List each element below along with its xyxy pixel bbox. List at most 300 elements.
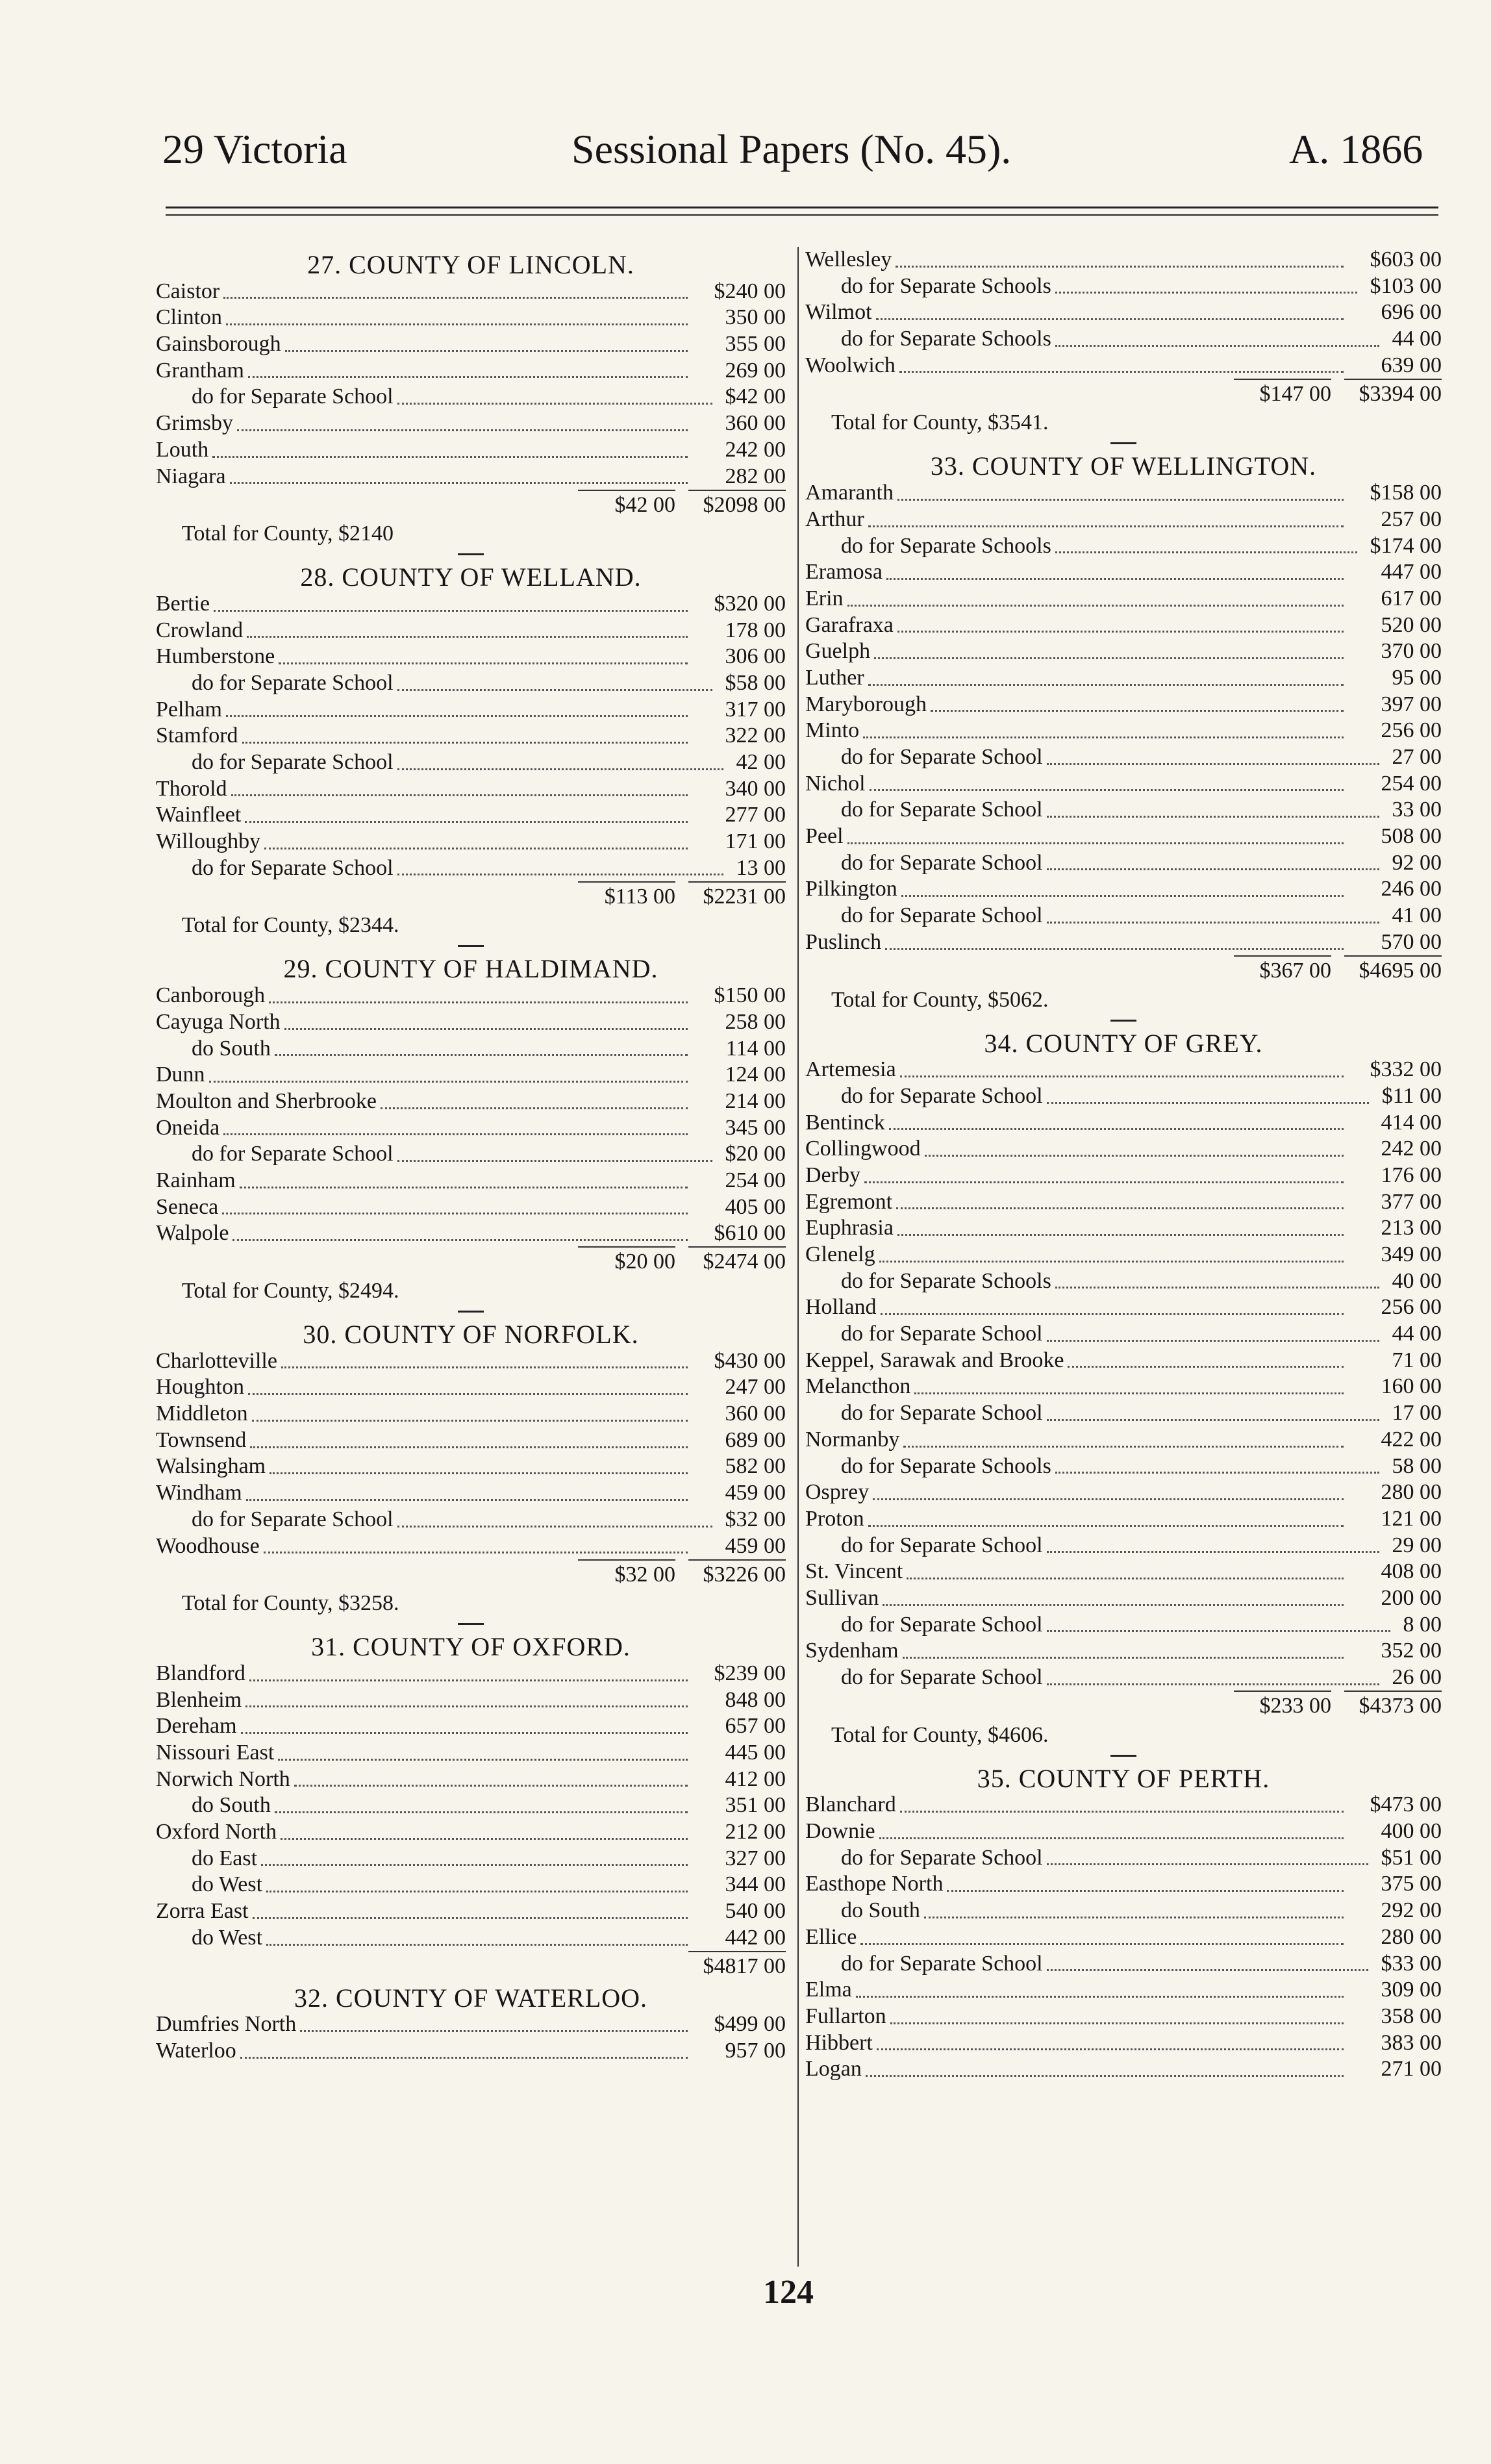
township-row [805, 299, 1442, 326]
township-name: Crowland [156, 618, 244, 642]
township-row [805, 1242, 1442, 1268]
leader-dots [1047, 1419, 1379, 1421]
leader-dots [847, 605, 1344, 607]
township-row [805, 1924, 1442, 1951]
section-totals [156, 881, 786, 910]
leader-dots [947, 1890, 1344, 1892]
leader-dots [877, 2048, 1344, 2050]
leader-dots [245, 821, 688, 823]
township-row [805, 1977, 1442, 2004]
township-row [156, 305, 786, 331]
township-name: Norwich North [156, 1766, 290, 1791]
township-row [156, 723, 786, 749]
leader-dots [248, 1393, 688, 1395]
grant-amount: 408 00 [1381, 1559, 1442, 1584]
separate-schools-subtotal: $113 00 [578, 881, 675, 911]
township-row [156, 1168, 786, 1194]
separate-schools-subtotal [578, 1979, 675, 1980]
township-row [805, 2056, 1442, 2083]
leader-dots [1055, 292, 1357, 294]
grant-amount: 277 00 [725, 803, 786, 827]
separate-school-amount: 13 00 [736, 855, 786, 880]
county-section [156, 252, 786, 555]
grant-amount: 349 00 [1381, 1242, 1442, 1267]
county-heading: 27. COUNTY OF LINCOLN. [307, 250, 634, 279]
township-name: Hibbert [805, 2030, 873, 2055]
leader-dots [226, 323, 688, 325]
grants-subtotal: $4817 00 [688, 1951, 786, 1980]
township-row [156, 1009, 786, 1036]
township-row [156, 829, 786, 855]
county-section [156, 1322, 786, 1625]
leader-dots [397, 403, 712, 405]
grant-amount: 247 00 [725, 1375, 786, 1400]
township-row [156, 1141, 786, 1168]
township-name: Grimsby [156, 411, 233, 436]
leader-dots [896, 266, 1344, 268]
left-column [156, 247, 786, 2065]
grant-amount: 696 00 [1381, 300, 1442, 325]
township-name: do for Separate School [841, 1083, 1043, 1108]
grant-amount: 242 00 [1381, 1137, 1442, 1161]
section-totals [156, 1247, 786, 1276]
leader-dots [885, 948, 1344, 950]
township-name: Fullarton [805, 2004, 886, 2028]
township-name: Bertie [156, 591, 210, 616]
township-name: Woolwich [805, 353, 896, 377]
township-name: do for Separate Schools [841, 273, 1051, 298]
leader-dots [889, 1128, 1344, 1130]
grant-amount: 256 00 [1381, 1295, 1442, 1320]
leader-dots [226, 715, 688, 717]
township-name: Houghton [156, 1375, 244, 1400]
header-rule-thin [166, 214, 1438, 216]
leader-dots [250, 1446, 688, 1448]
leader-dots [214, 610, 688, 612]
grant-amount: 214 00 [725, 1088, 786, 1113]
leader-dots [1047, 1969, 1368, 1971]
township-name: Caistor [156, 279, 220, 303]
header-title: Sessional Papers (No. 45). [571, 126, 1012, 172]
township-name: Derby [805, 1163, 860, 1187]
township-row [156, 1898, 786, 1925]
township-name: Dumfries North [156, 2012, 297, 2037]
leader-dots [1055, 551, 1357, 553]
township-row [805, 797, 1442, 823]
township-row [156, 1507, 786, 1533]
township-name: do for Separate School [841, 1612, 1043, 1637]
grant-amount: 848 00 [725, 1687, 786, 1712]
township-row [805, 903, 1442, 929]
grant-amount: 377 00 [1381, 1189, 1442, 1214]
leader-dots [269, 1001, 688, 1003]
township-row [156, 1687, 786, 1714]
township-row [156, 410, 786, 437]
township-row [805, 1215, 1442, 1242]
township-name: do for Separate School [841, 798, 1043, 822]
leader-dots [397, 1160, 712, 1162]
township-row [805, 876, 1442, 903]
township-row [156, 1220, 786, 1247]
grant-amount: 309 00 [1381, 1978, 1442, 2002]
grant-amount: 200 00 [1381, 1585, 1442, 1610]
leader-dots [242, 742, 688, 744]
leader-dots [223, 297, 688, 299]
township-row [156, 1401, 786, 1427]
leader-dots [1047, 1102, 1369, 1104]
grant-amount: 280 00 [1381, 1480, 1442, 1505]
township-name: do for Separate School [841, 1951, 1043, 1976]
township-row [156, 1819, 786, 1846]
township-row [805, 823, 1442, 850]
township-row [805, 1374, 1442, 1400]
grant-amount: 370 00 [1381, 639, 1442, 664]
township-row [805, 1110, 1442, 1137]
township-name: Glenelg [805, 1242, 875, 1267]
page-number: 124 [763, 2274, 814, 2311]
township-name: Minto [805, 718, 860, 743]
township-row [156, 1194, 786, 1221]
township-name: Collingwood [805, 1137, 921, 1161]
township-name: Luther [805, 665, 864, 690]
leader-dots [847, 842, 1344, 844]
township-name: do South [192, 1036, 271, 1061]
section-divider [458, 945, 484, 947]
grant-amount: 176 00 [1381, 1163, 1442, 1187]
grant-amount: 445 00 [725, 1741, 786, 1765]
leader-dots [285, 350, 688, 352]
township-name: do for Separate School [841, 1665, 1043, 1690]
separate-school-amount: $32 00 [725, 1507, 786, 1531]
county-heading: 33. COUNTY OF WELLINGTON. [930, 451, 1317, 481]
township-name: Maryborough [805, 692, 927, 716]
leader-dots [249, 1679, 688, 1681]
township-row [156, 2038, 786, 2065]
township-row [805, 612, 1442, 639]
township-row [156, 1713, 786, 1740]
township-name: Artemesia [805, 1057, 896, 1082]
separate-school-amount: 44 00 [1392, 1322, 1442, 1346]
township-name: do for Separate School [841, 1322, 1043, 1346]
leader-dots [381, 1107, 688, 1109]
leader-dots [231, 794, 688, 796]
township-name: Eramosa [805, 560, 883, 585]
township-row [156, 1427, 786, 1454]
township-name: Louth [156, 437, 209, 462]
township-name: Windham [156, 1481, 242, 1505]
township-row [156, 1454, 786, 1481]
township-row [156, 776, 786, 803]
township-row [805, 1136, 1442, 1163]
leader-dots [1047, 1340, 1379, 1342]
leader-dots [1047, 1630, 1390, 1632]
grant-amount: 957 00 [725, 2038, 786, 2063]
grant-amount: 459 00 [725, 1481, 786, 1505]
township-row [805, 929, 1442, 956]
leader-dots [261, 1864, 688, 1866]
county-total: Total for County, $2494. [182, 1279, 399, 1303]
leader-dots [864, 1181, 1344, 1183]
leader-dots [1047, 868, 1379, 870]
township-name: Puslinch [805, 929, 882, 954]
leader-dots [860, 1943, 1344, 1945]
leader-dots [924, 1917, 1344, 1918]
leader-dots [876, 318, 1344, 320]
township-name: Egremont [805, 1189, 893, 1214]
grant-amount: 689 00 [725, 1427, 786, 1452]
township-name: do for Separate School [841, 745, 1043, 769]
separate-school-amount: $20 00 [725, 1142, 786, 1166]
leader-dots [269, 1472, 688, 1474]
leader-dots [1047, 1551, 1379, 1553]
township-row [805, 353, 1442, 379]
grant-amount: 344 00 [725, 1872, 786, 1897]
section-divider [458, 1623, 484, 1625]
township-row [156, 670, 786, 697]
township-name: Dereham [156, 1714, 237, 1739]
township-name: Peel [805, 824, 844, 849]
section-totals [805, 956, 1442, 985]
township-name: Rainham [156, 1168, 236, 1192]
leader-dots [1055, 345, 1379, 347]
separate-school-amount: 40 00 [1392, 1268, 1442, 1293]
township-name: do West [192, 1925, 263, 1950]
grant-amount: 582 00 [725, 1454, 786, 1479]
grants-subtotal: $4373 00 [1344, 1691, 1442, 1720]
township-name: Wainfleet [156, 803, 242, 827]
township-row [805, 1189, 1442, 1216]
header-year: A. 1866 [1289, 126, 1423, 172]
leader-dots [264, 848, 688, 849]
county-heading: 30. COUNTY OF NORFOLK. [303, 1320, 639, 1350]
county-heading: 32. COUNTY OF WATERLOO. [294, 1983, 648, 2013]
township-row [805, 1951, 1442, 1978]
township-row [156, 1115, 786, 1142]
township-row [156, 1872, 786, 1898]
township-name: Nissouri East [156, 1741, 275, 1765]
leader-dots [222, 1213, 688, 1214]
leader-dots [1047, 922, 1379, 924]
county-heading: 29. COUNTY OF HALDIMAND. [283, 954, 658, 984]
township-name: Blandford [156, 1661, 245, 1685]
county-section [156, 1634, 786, 1980]
township-name: Logan [805, 2057, 862, 2081]
grant-amount: 400 00 [1381, 1819, 1442, 1844]
grant-amount: 254 00 [725, 1168, 786, 1192]
county-section [156, 1985, 786, 2065]
grant-amount: 459 00 [725, 1533, 786, 1558]
township-row [805, 326, 1442, 353]
separate-school-amount: $58 00 [725, 670, 786, 695]
township-name: Oneida [156, 1115, 220, 1140]
grant-amount: 442 00 [725, 1925, 786, 1950]
section-divider [458, 553, 484, 555]
grant-amount: 178 00 [725, 618, 786, 642]
township-name: do for Separate School [841, 1845, 1043, 1870]
grant-amount: 397 00 [1381, 692, 1442, 716]
grants-subtotal: $2098 00 [688, 490, 786, 519]
leader-dots [300, 2030, 688, 2032]
separate-school-amount: $33 00 [1381, 1951, 1442, 1976]
leader-dots [1047, 1863, 1368, 1865]
township-row [156, 464, 786, 490]
separate-school-amount: 42 00 [736, 750, 786, 775]
grant-amount: 212 00 [725, 1820, 786, 1844]
separate-schools-subtotal: $147 00 [1234, 379, 1331, 408]
leader-dots [252, 1420, 688, 1422]
grant-amount: 422 00 [1381, 1427, 1442, 1452]
leader-dots [240, 1187, 688, 1188]
county-heading: 28. COUNTY OF WELLAND. [300, 562, 642, 592]
leader-dots [1047, 1683, 1379, 1685]
township-row [156, 358, 786, 384]
grant-amount: 617 00 [1381, 586, 1442, 610]
grant-amount: 351 00 [725, 1793, 786, 1818]
township-name: do for Separate School [192, 670, 394, 695]
township-name: do for Separate School [192, 1507, 394, 1531]
grant-amount: 447 00 [1381, 560, 1442, 585]
leader-dots [278, 1759, 688, 1761]
section-divider [1110, 1020, 1136, 1022]
township-name: do for Separate Schools [841, 533, 1051, 558]
leader-dots [901, 895, 1344, 897]
township-name: do for Separate Schools [841, 1268, 1051, 1293]
separate-schools-subtotal: $233 00 [1234, 1691, 1331, 1720]
grant-amount: 412 00 [725, 1766, 786, 1791]
township-row [805, 1845, 1442, 1872]
township-row [156, 331, 786, 358]
grant-amount: $473 00 [1370, 1792, 1442, 1817]
township-row [805, 507, 1442, 533]
grant-amount: 405 00 [725, 1194, 786, 1219]
grant-amount: 352 00 [1381, 1639, 1442, 1663]
township-name: Amaranth [805, 481, 894, 505]
separate-schools-subtotal: $32 00 [578, 1559, 675, 1589]
separate-schools-subtotal: $42 00 [578, 490, 675, 519]
leader-dots [275, 1054, 688, 1056]
leader-dots [907, 1578, 1344, 1579]
leader-dots [281, 1838, 688, 1840]
leader-dots [248, 376, 688, 378]
township-name: Euphrasia [805, 1216, 894, 1240]
leader-dots [245, 1705, 688, 1707]
grant-amount: 282 00 [725, 464, 786, 488]
grant-amount: 360 00 [725, 1402, 786, 1426]
township-row [805, 586, 1442, 612]
grant-amount: 322 00 [725, 723, 786, 748]
leader-dots [896, 1207, 1344, 1209]
township-name: do for Separate School [192, 1142, 394, 1166]
township-name: Normanby [805, 1427, 900, 1452]
leader-dots [294, 1785, 688, 1787]
township-name: do for Separate School [192, 750, 394, 775]
township-name: Blenheim [156, 1687, 242, 1712]
township-row [805, 1871, 1442, 1898]
township-row [805, 1638, 1442, 1665]
grant-amount: 71 00 [1392, 1348, 1442, 1372]
grant-amount: 657 00 [725, 1714, 786, 1739]
separate-school-amount: 8 00 [1403, 1612, 1442, 1637]
township-row [805, 850, 1442, 877]
township-row [156, 1348, 786, 1375]
leader-dots [879, 1837, 1344, 1839]
leader-dots [230, 482, 688, 484]
township-row [805, 1898, 1442, 1924]
leader-dots [897, 1234, 1344, 1236]
leader-dots [397, 768, 723, 770]
leader-dots [284, 1028, 688, 1030]
township-name: Proton [805, 1506, 864, 1531]
grant-amount: 327 00 [725, 1846, 786, 1870]
section-totals [805, 379, 1442, 407]
leader-dots [275, 1811, 688, 1813]
township-row [156, 1661, 786, 1687]
township-row [805, 1506, 1442, 1533]
township-name: do South [192, 1793, 271, 1818]
township-row [805, 1533, 1442, 1559]
leader-dots [903, 1446, 1344, 1448]
township-name: do for Separate School [841, 850, 1043, 875]
leader-dots [897, 631, 1344, 633]
grant-amount: 114 00 [725, 1036, 786, 1061]
township-row [805, 273, 1442, 300]
township-row [156, 437, 786, 464]
section-totals [156, 1952, 786, 1980]
grant-amount: 358 00 [1381, 2004, 1442, 2028]
grant-amount: 242 00 [725, 437, 786, 462]
township-row [805, 665, 1442, 692]
leader-dots [890, 2022, 1344, 2024]
county-section [805, 1028, 1442, 1757]
grant-amount: 508 00 [1381, 824, 1442, 849]
grant-amount: 292 00 [1381, 1898, 1442, 1923]
township-name: Nichol [805, 771, 866, 796]
county-total: Total for County, $3541. [831, 410, 1049, 435]
column-divider [797, 247, 799, 2267]
grant-amount: 258 00 [725, 1009, 786, 1034]
township-row [156, 1740, 786, 1766]
township-row [156, 1036, 786, 1062]
county-heading: 35. COUNTY OF PERTH. [977, 1763, 1270, 1793]
grant-amount: 317 00 [725, 697, 786, 722]
grant-amount: 350 00 [725, 305, 786, 330]
township-row [805, 771, 1442, 798]
county-total: Total for County, $5062. [831, 987, 1049, 1012]
separate-school-amount: $174 00 [1370, 533, 1442, 558]
township-name: Charlotteville [156, 1348, 277, 1373]
leader-dots [900, 1811, 1344, 1813]
township-name: Keppel, Sarawak and Brooke [805, 1348, 1064, 1372]
township-name: Willoughby [156, 829, 261, 854]
grant-amount: 306 00 [725, 644, 786, 669]
grant-amount: 160 00 [1381, 1374, 1442, 1399]
grant-amount: 375 00 [1381, 1872, 1442, 1896]
township-row [805, 247, 1442, 273]
township-row [156, 384, 786, 410]
township-name: do for Separate School [192, 384, 394, 409]
township-row [805, 1321, 1442, 1348]
township-name: Erin [805, 586, 844, 610]
county-total: Total for County, $4606. [831, 1722, 1049, 1747]
section-totals [156, 1559, 786, 1588]
township-name: Sullivan [805, 1585, 879, 1610]
leader-dots [1047, 763, 1379, 765]
grants-subtotal: $3226 00 [688, 1559, 786, 1589]
township-name: Wellesley [805, 247, 892, 271]
township-name: do for Separate School [192, 855, 394, 880]
township-name: Oxford North [156, 1820, 277, 1844]
township-name: Wilmot [805, 300, 872, 325]
